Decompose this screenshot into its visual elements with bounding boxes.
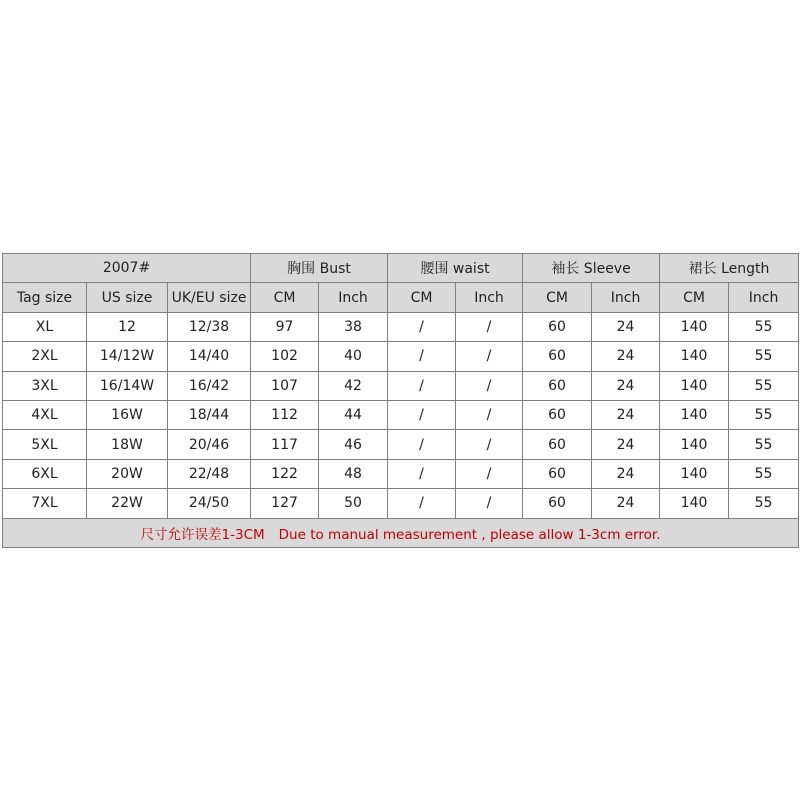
cell-bust-inch: 50 bbox=[319, 489, 388, 518]
table-row bbox=[3, 400, 799, 429]
table-row bbox=[3, 430, 799, 459]
subheader-length-cm: CM bbox=[660, 283, 729, 312]
cell-bust-cm: 97 bbox=[251, 312, 319, 341]
cell-sleeve-cm: 60 bbox=[523, 371, 592, 400]
cell-bust-cm: 107 bbox=[251, 371, 319, 400]
cell-sleeve-inch: 24 bbox=[592, 459, 660, 488]
cell-us-size: 20W bbox=[87, 459, 168, 488]
table-row bbox=[3, 342, 799, 371]
cell-length-cm: 140 bbox=[660, 342, 729, 371]
subheader-bust-cm: CM bbox=[251, 283, 319, 312]
subheader-waist-inch: Inch bbox=[456, 283, 523, 312]
cell-bust-inch: 40 bbox=[319, 342, 388, 371]
cell-tag-size: 4XL bbox=[3, 400, 87, 429]
cell-tag-size: XL bbox=[3, 312, 87, 341]
measurement-note bbox=[3, 518, 799, 547]
subheader-waist-cm: CM bbox=[388, 283, 456, 312]
cell-tag-size: 3XL bbox=[3, 371, 87, 400]
cell-bust-cm: 102 bbox=[251, 342, 319, 371]
subheader-tag-size: Tag size bbox=[3, 283, 87, 312]
cell-sleeve-cm: 60 bbox=[523, 342, 592, 371]
cell-uk-eu-size: 20/46 bbox=[168, 430, 251, 459]
group-header-row bbox=[3, 254, 799, 283]
cell-sleeve-inch: 24 bbox=[592, 342, 660, 371]
cell-length-inch: 55 bbox=[729, 489, 799, 518]
subheader-uk-eu-size: UK/EU size bbox=[168, 283, 251, 312]
subheader-row bbox=[3, 283, 799, 312]
model-number-cell: 2007# bbox=[3, 254, 251, 283]
cell-length-cm: 140 bbox=[660, 312, 729, 341]
bust-header: 胸围 Bust bbox=[251, 254, 388, 283]
waist-header: 腰围 waist bbox=[388, 254, 523, 283]
cell-bust-inch: 48 bbox=[319, 459, 388, 488]
cell-length-inch: 55 bbox=[729, 459, 799, 488]
cell-bust-inch: 42 bbox=[319, 371, 388, 400]
cell-sleeve-inch: 24 bbox=[592, 489, 660, 518]
cell-us-size: 16W bbox=[87, 400, 168, 429]
length-header: 裙长 Length bbox=[660, 254, 799, 283]
subheader-us-size: US size bbox=[87, 283, 168, 312]
subheader-sleeve-cm: CM bbox=[523, 283, 592, 312]
cell-uk-eu-size: 22/48 bbox=[168, 459, 251, 488]
cell-length-cm: 140 bbox=[660, 459, 729, 488]
cell-bust-inch: 44 bbox=[319, 400, 388, 429]
subheader-bust-inch: Inch bbox=[319, 283, 388, 312]
cell-tag-size: 2XL bbox=[3, 342, 87, 371]
cell-waist-cm: / bbox=[388, 371, 456, 400]
cell-waist-cm: / bbox=[388, 489, 456, 518]
table-row bbox=[3, 371, 799, 400]
cell-waist-cm: / bbox=[388, 400, 456, 429]
cell-length-cm: 140 bbox=[660, 430, 729, 459]
cell-uk-eu-size: 24/50 bbox=[168, 489, 251, 518]
cell-waist-inch: / bbox=[456, 342, 523, 371]
cell-waist-inch: / bbox=[456, 312, 523, 341]
cell-waist-inch: / bbox=[456, 371, 523, 400]
cell-length-inch: 55 bbox=[729, 430, 799, 459]
cell-length-inch: 55 bbox=[729, 342, 799, 371]
cell-us-size: 16/14W bbox=[87, 371, 168, 400]
cell-sleeve-cm: 60 bbox=[523, 312, 592, 341]
cell-us-size: 18W bbox=[87, 430, 168, 459]
measurement-note-en: Due to manual measurement , please allow 1-3cm error. bbox=[278, 526, 661, 543]
cell-waist-inch: / bbox=[456, 489, 523, 518]
cell-sleeve-inch: 24 bbox=[592, 400, 660, 429]
cell-uk-eu-size: 12/38 bbox=[168, 312, 251, 341]
cell-sleeve-cm: 60 bbox=[523, 430, 592, 459]
cell-bust-cm: 112 bbox=[251, 400, 319, 429]
cell-sleeve-inch: 24 bbox=[592, 371, 660, 400]
cell-us-size: 22W bbox=[87, 489, 168, 518]
size-chart-table bbox=[2, 253, 799, 548]
cell-waist-inch: / bbox=[456, 430, 523, 459]
cell-uk-eu-size: 18/44 bbox=[168, 400, 251, 429]
cell-waist-inch: / bbox=[456, 400, 523, 429]
cell-length-inch: 55 bbox=[729, 312, 799, 341]
cell-uk-eu-size: 16/42 bbox=[168, 371, 251, 400]
cell-length-inch: 55 bbox=[729, 371, 799, 400]
table-row bbox=[3, 489, 799, 518]
cell-waist-cm: / bbox=[388, 459, 456, 488]
cell-sleeve-cm: 60 bbox=[523, 489, 592, 518]
cell-uk-eu-size: 14/40 bbox=[168, 342, 251, 371]
cell-us-size: 14/12W bbox=[87, 342, 168, 371]
measurement-note-row bbox=[3, 518, 799, 547]
cell-bust-inch: 38 bbox=[319, 312, 388, 341]
cell-waist-cm: / bbox=[388, 430, 456, 459]
sleeve-header: 袖长 Sleeve bbox=[523, 254, 660, 283]
table-row bbox=[3, 459, 799, 488]
cell-bust-cm: 122 bbox=[251, 459, 319, 488]
cell-tag-size: 6XL bbox=[3, 459, 87, 488]
cell-bust-cm: 117 bbox=[251, 430, 319, 459]
cell-sleeve-cm: 60 bbox=[523, 400, 592, 429]
cell-sleeve-inch: 24 bbox=[592, 430, 660, 459]
measurement-note-cn: 尺寸允许误差1-3CM bbox=[140, 526, 265, 543]
cell-length-inch: 55 bbox=[729, 400, 799, 429]
table-row bbox=[3, 312, 799, 341]
subheader-sleeve-inch: Inch bbox=[592, 283, 660, 312]
cell-tag-size: 7XL bbox=[3, 489, 87, 518]
cell-tag-size: 5XL bbox=[3, 430, 87, 459]
cell-bust-inch: 46 bbox=[319, 430, 388, 459]
cell-sleeve-cm: 60 bbox=[523, 459, 592, 488]
cell-waist-cm: / bbox=[388, 342, 456, 371]
cell-waist-cm: / bbox=[388, 312, 456, 341]
cell-length-cm: 140 bbox=[660, 489, 729, 518]
cell-sleeve-inch: 24 bbox=[592, 312, 660, 341]
cell-length-cm: 140 bbox=[660, 371, 729, 400]
cell-us-size: 12 bbox=[87, 312, 168, 341]
cell-length-cm: 140 bbox=[660, 400, 729, 429]
cell-waist-inch: / bbox=[456, 459, 523, 488]
cell-bust-cm: 127 bbox=[251, 489, 319, 518]
subheader-length-inch: Inch bbox=[729, 283, 799, 312]
